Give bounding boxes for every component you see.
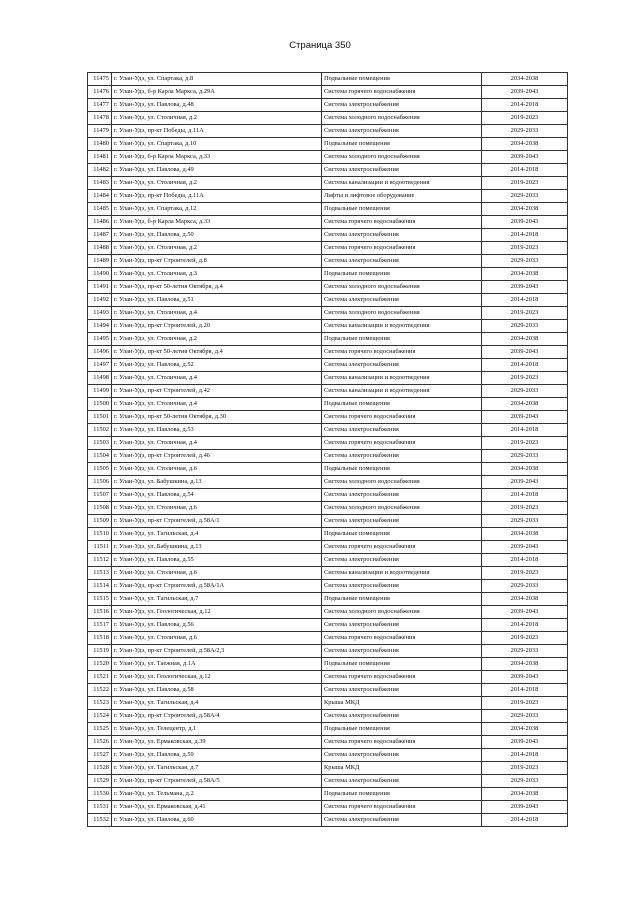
- period-cell: 2019-2023: [482, 242, 568, 255]
- table-row: [88, 424, 568, 437]
- address-cell: г. Улан-Удэ, ул. Спартака, д.10: [112, 138, 322, 151]
- registry-table-body: [88, 73, 568, 827]
- period-cell: 2019-2023: [482, 372, 568, 385]
- table-row: [88, 177, 568, 190]
- address-cell: г. Улан-Удэ, пр-кт Строителей, д.58А/5: [112, 775, 322, 788]
- period-cell: 2034-2038: [482, 593, 568, 606]
- address-cell: г. Улан-Удэ, ул. Столичная, д.6: [112, 632, 322, 645]
- address-cell: г. Улан-Удэ, ул. Тагильская, д.4: [112, 697, 322, 710]
- table-row: [88, 333, 568, 346]
- table-row: [88, 606, 568, 619]
- row-number-cell: 11501: [88, 411, 112, 424]
- period-cell: 2014-2018: [482, 164, 568, 177]
- row-number-cell: 11517: [88, 619, 112, 632]
- address-cell: г. Улан-Удэ, ул. Столичная, д.4: [112, 372, 322, 385]
- table-row: [88, 775, 568, 788]
- system-cell: Система холодного водоснабжения: [322, 281, 482, 294]
- address-cell: г. Улан-Удэ, пр-кт 50-летия Октября, д.30: [112, 411, 322, 424]
- system-cell: Система горячего водоснабжения: [322, 346, 482, 359]
- row-number-cell: 11528: [88, 762, 112, 775]
- row-number-cell: 11505: [88, 463, 112, 476]
- system-cell: Подвальные помещения: [322, 268, 482, 281]
- row-number-cell: 11490: [88, 268, 112, 281]
- address-cell: г. Улан-Удэ, пр-кт Победы, д.11А: [112, 190, 322, 203]
- system-cell: Система горячего водоснабжения: [322, 541, 482, 554]
- table-row: [88, 437, 568, 450]
- row-number-cell: 11500: [88, 398, 112, 411]
- table-row: [88, 567, 568, 580]
- system-cell: Подвальные помещения: [322, 788, 482, 801]
- address-cell: г. Улан-Удэ, ул. Столичная, д.4: [112, 398, 322, 411]
- period-cell: 2019-2023: [482, 762, 568, 775]
- row-number-cell: 11483: [88, 177, 112, 190]
- period-cell: 2019-2023: [482, 502, 568, 515]
- period-cell: 2029-2033: [482, 580, 568, 593]
- system-cell: Система электроснабжения: [322, 775, 482, 788]
- period-cell: 2029-2033: [482, 125, 568, 138]
- system-cell: Система электроснабжения: [322, 164, 482, 177]
- table-row: [88, 255, 568, 268]
- table-row: [88, 671, 568, 684]
- table-row: [88, 372, 568, 385]
- registry-table: [87, 72, 568, 827]
- table-row: [88, 307, 568, 320]
- address-cell: г. Улан-Удэ, ул. Столичная, д.2: [112, 242, 322, 255]
- address-cell: г. Улан-Удэ, ул. Таежная, д.1А: [112, 658, 322, 671]
- row-number-cell: 11519: [88, 645, 112, 658]
- table-row: [88, 801, 568, 814]
- period-cell: 2039-2043: [482, 801, 568, 814]
- row-number-cell: 11512: [88, 554, 112, 567]
- table-row: [88, 86, 568, 99]
- row-number-cell: 11529: [88, 775, 112, 788]
- period-cell: 2014-2018: [482, 99, 568, 112]
- system-cell: Система горячего водоснабжения: [322, 632, 482, 645]
- system-cell: Система электроснабжения: [322, 229, 482, 242]
- table-row: [88, 450, 568, 463]
- table-row: [88, 528, 568, 541]
- system-cell: Система холодного водоснабжения: [322, 307, 482, 320]
- period-cell: 2034-2038: [482, 203, 568, 216]
- address-cell: г. Улан-Удэ, пр-кт Строителей, д.58А/1А: [112, 580, 322, 593]
- system-cell: Подвальные помещения: [322, 333, 482, 346]
- table-row: [88, 294, 568, 307]
- period-cell: 2039-2043: [482, 86, 568, 99]
- system-cell: Система электроснабжения: [322, 255, 482, 268]
- row-number-cell: 11495: [88, 333, 112, 346]
- system-cell: Система горячего водоснабжения: [322, 437, 482, 450]
- table-row: [88, 762, 568, 775]
- table-row: [88, 697, 568, 710]
- table-row: [88, 320, 568, 333]
- table-row: [88, 502, 568, 515]
- table-row: [88, 580, 568, 593]
- address-cell: г. Улан-Удэ, пр-кт Строителей, д.20: [112, 320, 322, 333]
- row-number-cell: 11487: [88, 229, 112, 242]
- system-cell: Система горячего водоснабжения: [322, 86, 482, 99]
- row-number-cell: 11476: [88, 86, 112, 99]
- period-cell: 2039-2043: [482, 671, 568, 684]
- system-cell: Система горячего водоснабжения: [322, 242, 482, 255]
- address-cell: г. Улан-Удэ, ул. Столичная, д.6: [112, 463, 322, 476]
- system-cell: Подвальные помещения: [322, 528, 482, 541]
- address-cell: г. Улан-Удэ, ул. Тагильская, д.7: [112, 762, 322, 775]
- system-cell: Система холодного водоснабжения: [322, 112, 482, 125]
- table-row: [88, 645, 568, 658]
- period-cell: 2014-2018: [482, 229, 568, 242]
- row-number-cell: 11511: [88, 541, 112, 554]
- row-number-cell: 11491: [88, 281, 112, 294]
- table-row: [88, 593, 568, 606]
- period-cell: 2029-2033: [482, 190, 568, 203]
- period-cell: 2034-2038: [482, 268, 568, 281]
- row-number-cell: 11498: [88, 372, 112, 385]
- system-cell: Система горячего водоснабжения: [322, 801, 482, 814]
- row-number-cell: 11516: [88, 606, 112, 619]
- row-number-cell: 11523: [88, 697, 112, 710]
- system-cell: Подвальные помещения: [322, 593, 482, 606]
- system-cell: Подвальные помещения: [322, 723, 482, 736]
- row-number-cell: 11532: [88, 814, 112, 827]
- period-cell: 2019-2023: [482, 437, 568, 450]
- table-row: [88, 554, 568, 567]
- system-cell: Подвальные помещения: [322, 658, 482, 671]
- table-row: [88, 346, 568, 359]
- period-cell: 2029-2033: [482, 710, 568, 723]
- address-cell: г. Улан-Удэ, ул. Столичная, д.4: [112, 437, 322, 450]
- table-row: [88, 736, 568, 749]
- system-cell: Система горячего водоснабжения: [322, 736, 482, 749]
- system-cell: Система канализации и водоотведения: [322, 372, 482, 385]
- period-cell: 2019-2023: [482, 632, 568, 645]
- system-cell: Система горячего водоснабжения: [322, 671, 482, 684]
- address-cell: г. Улан-Удэ, ул. Павлова, д.48: [112, 99, 322, 112]
- period-cell: 2014-2018: [482, 489, 568, 502]
- system-cell: Подвальные помещения: [322, 463, 482, 476]
- system-cell: Система холодного водоснабжения: [322, 151, 482, 164]
- row-number-cell: 11515: [88, 593, 112, 606]
- period-cell: 2014-2018: [482, 814, 568, 827]
- system-cell: Система электроснабжения: [322, 489, 482, 502]
- address-cell: г. Улан-Удэ, ул. Павлова, д.59: [112, 749, 322, 762]
- table-row: [88, 73, 568, 86]
- row-number-cell: 11520: [88, 658, 112, 671]
- row-number-cell: 11518: [88, 632, 112, 645]
- system-cell: Система электроснабжения: [322, 554, 482, 567]
- row-number-cell: 11502: [88, 424, 112, 437]
- system-cell: Система электроснабжения: [322, 814, 482, 827]
- system-cell: Подвальные помещения: [322, 73, 482, 86]
- period-cell: 2039-2043: [482, 736, 568, 749]
- table-row: [88, 385, 568, 398]
- system-cell: Система холодного водоснабжения: [322, 476, 482, 489]
- address-cell: г. Улан-Удэ, ул. Геологическая, д.12: [112, 606, 322, 619]
- row-number-cell: 11507: [88, 489, 112, 502]
- table-row: [88, 203, 568, 216]
- period-cell: 2039-2043: [482, 216, 568, 229]
- row-number-cell: 11514: [88, 580, 112, 593]
- table-row: [88, 281, 568, 294]
- period-cell: 2014-2018: [482, 619, 568, 632]
- period-cell: 2034-2038: [482, 528, 568, 541]
- period-cell: 2039-2043: [482, 281, 568, 294]
- period-cell: 2039-2043: [482, 411, 568, 424]
- address-cell: г. Улан-Удэ, пр-кт Строителей, д.8: [112, 255, 322, 268]
- system-cell: Крыша МКД: [322, 697, 482, 710]
- period-cell: 2029-2033: [482, 515, 568, 528]
- table-row: [88, 788, 568, 801]
- period-cell: 2039-2043: [482, 606, 568, 619]
- system-cell: Система канализации и водоотведения: [322, 385, 482, 398]
- address-cell: г. Улан-Удэ, ул. Тагильская, д.7: [112, 593, 322, 606]
- address-cell: г. Улан-Удэ, ул. Ермаковская, д.41: [112, 801, 322, 814]
- table-row: [88, 359, 568, 372]
- system-cell: Система холодного водоснабжения: [322, 606, 482, 619]
- table-row: [88, 515, 568, 528]
- period-cell: 2014-2018: [482, 424, 568, 437]
- system-cell: Система канализации и водоотведения: [322, 567, 482, 580]
- address-cell: г. Улан-Удэ, ул. Павлова, д.54: [112, 489, 322, 502]
- period-cell: 2019-2023: [482, 112, 568, 125]
- address-cell: г. Улан-Удэ, пр-кт Победы, д.11А: [112, 125, 322, 138]
- address-cell: г. Улан-Удэ, пр-кт Строителей, д.58А/1: [112, 515, 322, 528]
- row-number-cell: 11524: [88, 710, 112, 723]
- row-number-cell: 11531: [88, 801, 112, 814]
- row-number-cell: 11480: [88, 138, 112, 151]
- system-cell: Система электроснабжения: [322, 424, 482, 437]
- table-row: [88, 190, 568, 203]
- period-cell: 2034-2038: [482, 658, 568, 671]
- address-cell: г. Улан-Удэ, ул. Столичная, д.2: [112, 177, 322, 190]
- system-cell: Система электроснабжения: [322, 450, 482, 463]
- system-cell: Система канализации и водоотведения: [322, 177, 482, 190]
- period-cell: 2019-2023: [482, 177, 568, 190]
- period-cell: 2039-2043: [482, 346, 568, 359]
- row-number-cell: 11527: [88, 749, 112, 762]
- address-cell: г. Улан-Удэ, ул. Павлова, д.56: [112, 619, 322, 632]
- row-number-cell: 11486: [88, 216, 112, 229]
- system-cell: Система электроснабжения: [322, 749, 482, 762]
- table-row: [88, 164, 568, 177]
- table-row: [88, 242, 568, 255]
- table-row: [88, 710, 568, 723]
- period-cell: 2014-2018: [482, 359, 568, 372]
- row-number-cell: 11478: [88, 112, 112, 125]
- system-cell: Система канализации и водоотведения: [322, 320, 482, 333]
- period-cell: 2039-2043: [482, 476, 568, 489]
- address-cell: г. Улан-Удэ, б-р Карла Маркса, д.33: [112, 151, 322, 164]
- table-row: [88, 619, 568, 632]
- period-cell: 2029-2033: [482, 385, 568, 398]
- period-cell: 2029-2033: [482, 775, 568, 788]
- row-number-cell: 11484: [88, 190, 112, 203]
- table-row: [88, 814, 568, 827]
- table-row: [88, 749, 568, 762]
- system-cell: Система электроснабжения: [322, 684, 482, 697]
- period-cell: 2014-2018: [482, 554, 568, 567]
- table-row: [88, 632, 568, 645]
- row-number-cell: 11506: [88, 476, 112, 489]
- row-number-cell: 11475: [88, 73, 112, 86]
- address-cell: г. Улан-Удэ, ул. Павлова, д.53: [112, 424, 322, 437]
- period-cell: 2014-2018: [482, 294, 568, 307]
- table-row: [88, 476, 568, 489]
- period-cell: 2034-2038: [482, 333, 568, 346]
- period-cell: 2029-2033: [482, 255, 568, 268]
- row-number-cell: 11485: [88, 203, 112, 216]
- table-row: [88, 658, 568, 671]
- address-cell: г. Улан-Удэ, пр-кт 50-летия Октября, д.4: [112, 281, 322, 294]
- period-cell: 2039-2043: [482, 541, 568, 554]
- period-cell: 2034-2038: [482, 138, 568, 151]
- period-cell: 2019-2023: [482, 307, 568, 320]
- table-row: [88, 723, 568, 736]
- row-number-cell: 11493: [88, 307, 112, 320]
- address-cell: г. Улан-Удэ, ул. Павлова, д.50: [112, 229, 322, 242]
- table-row: [88, 99, 568, 112]
- system-cell: Подвальные помещения: [322, 398, 482, 411]
- period-cell: 2034-2038: [482, 463, 568, 476]
- row-number-cell: 11525: [88, 723, 112, 736]
- system-cell: Подвальные помещения: [322, 203, 482, 216]
- address-cell: г. Улан-Удэ, ул. Бабушкина, д.13: [112, 541, 322, 554]
- row-number-cell: 11504: [88, 450, 112, 463]
- table-row: [88, 151, 568, 164]
- address-cell: г. Улан-Удэ, ул. Павлова, д.52: [112, 359, 322, 372]
- table-row: [88, 216, 568, 229]
- system-cell: Система электроснабжения: [322, 645, 482, 658]
- system-cell: Система электроснабжения: [322, 619, 482, 632]
- period-cell: 2034-2038: [482, 788, 568, 801]
- row-number-cell: 11510: [88, 528, 112, 541]
- table-row: [88, 125, 568, 138]
- system-cell: Крыша МКД: [322, 762, 482, 775]
- address-cell: г. Улан-Удэ, ул. Геологическая, д.12: [112, 671, 322, 684]
- row-number-cell: 11496: [88, 346, 112, 359]
- table-row: [88, 229, 568, 242]
- row-number-cell: 11479: [88, 125, 112, 138]
- row-number-cell: 11481: [88, 151, 112, 164]
- period-cell: 2034-2038: [482, 723, 568, 736]
- address-cell: г. Улан-Удэ, ул. Павлова, д.49: [112, 164, 322, 177]
- row-number-cell: 11499: [88, 385, 112, 398]
- address-cell: г. Улан-Удэ, ул. Тагильская, д.4: [112, 528, 322, 541]
- system-cell: Система электроснабжения: [322, 125, 482, 138]
- address-cell: г. Улан-Удэ, б-р Карла Маркса, д.29А: [112, 86, 322, 99]
- address-cell: г. Улан-Удэ, ул. Столичная, д.4: [112, 307, 322, 320]
- period-cell: 2029-2033: [482, 645, 568, 658]
- row-number-cell: 11530: [88, 788, 112, 801]
- system-cell: Система электроснабжения: [322, 359, 482, 372]
- address-cell: г. Улан-Удэ, ул. Ермаковская, д.39: [112, 736, 322, 749]
- row-number-cell: 11494: [88, 320, 112, 333]
- row-number-cell: 11488: [88, 242, 112, 255]
- system-cell: Система горячего водоснабжения: [322, 216, 482, 229]
- address-cell: г. Улан-Удэ, ул. Бабушкина, д.13: [112, 476, 322, 489]
- address-cell: г. Улан-Удэ, ул. Столичная, д.6: [112, 502, 322, 515]
- system-cell: Лифты и лифтовое оборудование: [322, 190, 482, 203]
- table-row: [88, 684, 568, 697]
- period-cell: 2014-2018: [482, 684, 568, 697]
- row-number-cell: 11508: [88, 502, 112, 515]
- address-cell: г. Улан-Удэ, пр-кт 50-летия Октября, д.4: [112, 346, 322, 359]
- period-cell: 2029-2033: [482, 450, 568, 463]
- address-cell: г. Улан-Удэ, ул. Телецентр, д.1: [112, 723, 322, 736]
- period-cell: 2034-2038: [482, 398, 568, 411]
- system-cell: Система электроснабжения: [322, 710, 482, 723]
- address-cell: г. Улан-Удэ, ул. Столичная, д.6: [112, 567, 322, 580]
- row-number-cell: 11521: [88, 671, 112, 684]
- system-cell: Система электроснабжения: [322, 99, 482, 112]
- table-row: [88, 138, 568, 151]
- row-number-cell: 11477: [88, 99, 112, 112]
- period-cell: 2019-2023: [482, 567, 568, 580]
- address-cell: г. Улан-Удэ, ул. Столичная, д.2: [112, 112, 322, 125]
- table-row: [88, 541, 568, 554]
- address-cell: г. Улан-Удэ, ул. Столичная, д.2: [112, 333, 322, 346]
- address-cell: г. Улан-Удэ, пр-кт Строителей, д.58А/2,3: [112, 645, 322, 658]
- system-cell: Система горячего водоснабжения: [322, 411, 482, 424]
- row-number-cell: 11526: [88, 736, 112, 749]
- period-cell: 2029-2033: [482, 320, 568, 333]
- row-number-cell: 11482: [88, 164, 112, 177]
- period-cell: 2014-2018: [482, 749, 568, 762]
- address-cell: г. Улан-Удэ, б-р Карла Маркса, д.33: [112, 216, 322, 229]
- period-cell: 2039-2043: [482, 151, 568, 164]
- address-cell: г. Улан-Удэ, ул. Столичная, д.3: [112, 268, 322, 281]
- system-cell: Система электроснабжения: [322, 294, 482, 307]
- row-number-cell: 11522: [88, 684, 112, 697]
- address-cell: г. Улан-Удэ, ул. Павлова, д.55: [112, 554, 322, 567]
- address-cell: г. Улан-Удэ, ул. Павлова, д.60: [112, 814, 322, 827]
- page-header: Страница 350: [289, 40, 351, 51]
- table-row: [88, 268, 568, 281]
- system-cell: Система электроснабжения: [322, 515, 482, 528]
- table-row: [88, 112, 568, 125]
- period-cell: 2019-2023: [482, 697, 568, 710]
- system-cell: Система холодного водоснабжения: [322, 502, 482, 515]
- period-cell: 2034-2038: [482, 73, 568, 86]
- row-number-cell: 11509: [88, 515, 112, 528]
- address-cell: г. Улан-Удэ, ул. Спартака, д.12: [112, 203, 322, 216]
- table-row: [88, 489, 568, 502]
- system-cell: Подвальные помещения: [322, 138, 482, 151]
- address-cell: г. Улан-Удэ, пр-кт Строителей, д.42: [112, 385, 322, 398]
- row-number-cell: 11513: [88, 567, 112, 580]
- row-number-cell: 11503: [88, 437, 112, 450]
- address-cell: г. Улан-Удэ, ул. Тельмана, д.2: [112, 788, 322, 801]
- row-number-cell: 11489: [88, 255, 112, 268]
- address-cell: г. Улан-Удэ, ул. Павлова, д.51: [112, 294, 322, 307]
- system-cell: Система электроснабжения: [322, 580, 482, 593]
- address-cell: г. Улан-Удэ, ул. Павлова, д.58: [112, 684, 322, 697]
- address-cell: г. Улан-Удэ, ул. Спартака, д.8: [112, 73, 322, 86]
- row-number-cell: 11492: [88, 294, 112, 307]
- row-number-cell: 11497: [88, 359, 112, 372]
- table-row: [88, 411, 568, 424]
- address-cell: г. Улан-Удэ, пр-кт Строителей, д.46: [112, 450, 322, 463]
- table-row: [88, 463, 568, 476]
- address-cell: г. Улан-Удэ, пр-кт Строителей, д.58А/4: [112, 710, 322, 723]
- table-row: [88, 398, 568, 411]
